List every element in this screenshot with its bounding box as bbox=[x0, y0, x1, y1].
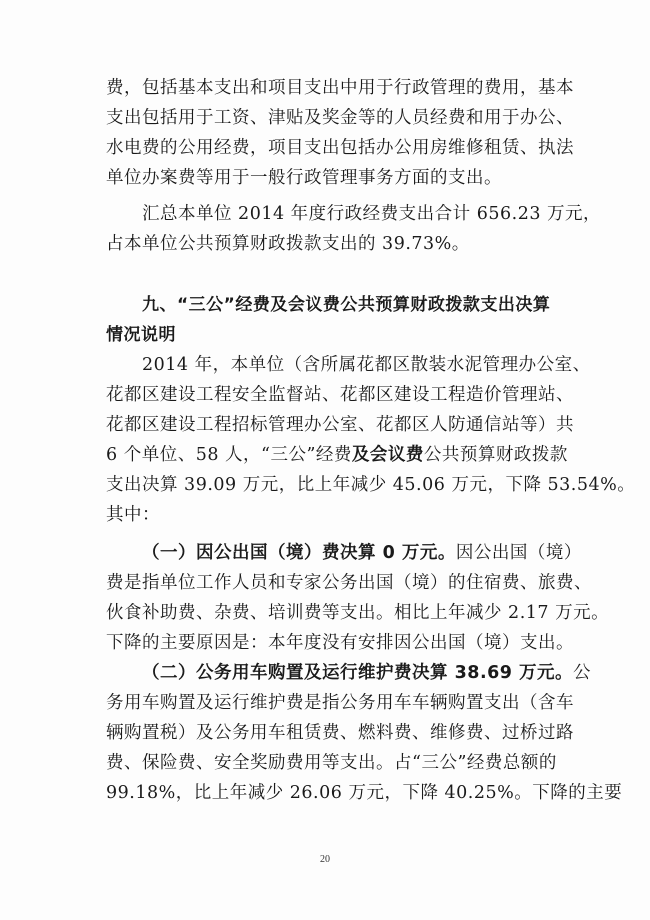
subsection-official-vehicles bbox=[106, 658, 623, 808]
text-line: 费、保险费、安全奖励费用等支出。占“三公”经费总额的 bbox=[106, 753, 557, 773]
bold-text-segment: 及会议费 bbox=[351, 445, 424, 465]
text-line bbox=[106, 658, 592, 688]
heading-line: 九、“三公”经费及会议费公共预算财政拨款支出决算 bbox=[142, 295, 551, 315]
text-line: 下降的主要原因是：本年度没有安排因公出国（境）支出。 bbox=[106, 633, 574, 653]
text-segment: 公共预算财政拨款 bbox=[423, 445, 568, 465]
text-segment: 公 bbox=[573, 663, 592, 683]
subsection-heading: （一）因公出国（境）费决算 0 万元。 bbox=[142, 543, 456, 563]
section-heading-nine bbox=[106, 290, 552, 350]
text-line: 辆购置税）及公务用车租赁费、燃料费、维修费、过桥过路 bbox=[106, 723, 574, 743]
text-line: 支出决算 39.09 万元，比上年减少 45.06 万元，下降 53.54%。 bbox=[106, 475, 636, 495]
text-line: 99.18%，比上年减少 26.06 万元，下降 40.25%。下降的主要 bbox=[106, 783, 623, 803]
text-line: 费，包括基本支出和项目支出中用于行政管理的费用，基本 bbox=[106, 78, 574, 98]
text-line: 伙食补助费、杂费、培训费等支出。相比上年减少 2.17 万元。 bbox=[106, 603, 610, 623]
paragraph-admin-expenses bbox=[106, 73, 574, 193]
text-line bbox=[106, 538, 582, 568]
text-line: 水电费的公用经费，项目支出包括办公用房维修租赁、执法 bbox=[106, 138, 574, 158]
text-segment: 6 个单位、58 人，“三公”经费 bbox=[106, 445, 352, 465]
text-line: 花都区建设工程招标管理办公室、花都区人防通信站等）共 bbox=[106, 415, 574, 435]
text-line: 支出包括用于工资、津贴及奖金等的人员经费和用于办公、 bbox=[106, 108, 574, 128]
text-segment: 因公出国（境） bbox=[455, 543, 582, 563]
text-line: 费是指单位工作人员和专家公务出国（境）的住宿费、旅费、 bbox=[106, 573, 592, 593]
paragraph-admin-total bbox=[106, 199, 602, 259]
text-line bbox=[106, 440, 568, 470]
text-line: 务用车购置及运行维护费是指公务用车车辆购置支出（含车 bbox=[106, 693, 574, 713]
subsection-overseas-travel bbox=[106, 538, 610, 658]
text-line: 花都区建设工程安全监督站、花都区建设工程造价管理站、 bbox=[106, 385, 574, 405]
text-line: 其中： bbox=[106, 505, 160, 525]
page-number: 20 bbox=[320, 854, 330, 865]
subsection-heading: （二）公务用车购置及运行维护费决算 38.69 万元。 bbox=[142, 663, 574, 683]
heading-line: 情况说明 bbox=[106, 325, 176, 345]
text-line: 2014 年，本单位（含所属花都区散装水泥管理办公室、 bbox=[142, 355, 591, 375]
text-line: 汇总本单位 2014 年度行政经费支出合计 656.23 万元， bbox=[142, 204, 602, 224]
text-line: 单位办案费等用于一般行政管理事务方面的支出。 bbox=[106, 168, 502, 188]
text-line: 占本单位公共预算财政拨款支出的 39.73%。 bbox=[106, 234, 470, 254]
paragraph-three-public-summary bbox=[106, 350, 636, 530]
